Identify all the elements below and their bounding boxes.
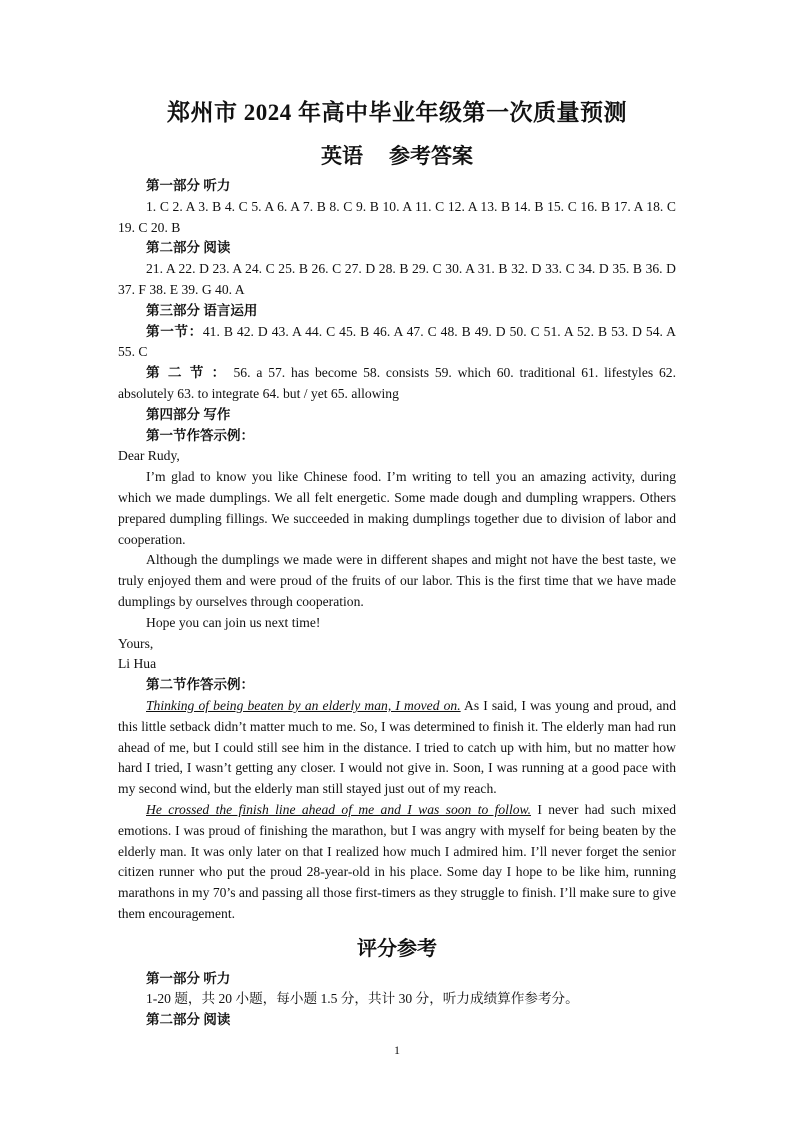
part2-title: 第二部分 阅读 bbox=[146, 240, 231, 256]
page-number: 1 bbox=[394, 1043, 400, 1057]
letter-closing: Yours, bbox=[118, 635, 154, 651]
subject-label: 英语 bbox=[321, 144, 363, 168]
part3-section1 bbox=[118, 322, 676, 364]
part1-title: 第一部分 听力 bbox=[146, 178, 231, 193]
answer-label: 参考答案 bbox=[389, 144, 473, 168]
document-subtitle bbox=[118, 142, 676, 170]
part3-section2 bbox=[118, 363, 676, 405]
part4-title: 第四部分 写作 bbox=[146, 406, 231, 422]
scoring-part1-text: 1-20 题，共 20 小题，每小题 1.5 分，共计 30 分，听力成绩算作参考分。 bbox=[146, 991, 579, 1007]
part3-section2-answers: 56. a 57. has become 58. consists 59. which 60. traditional 61. lifestyles 62. absolutely 63. to integrate 64. but / yet 65. allowing bbox=[118, 365, 676, 401]
part4-section2-title: 第二节作答示例： bbox=[146, 677, 254, 693]
document-title: 郑州市 2024 年高中毕业年级第一次质量预测 bbox=[167, 100, 627, 125]
part1-answers: 1. C 2. A 3. B 4. C 5. A 6. A 7. B 8. C 9. B 10. A 11. C 12. A 13. B 14. B 15. C 16. B 17. A 18. C 19. C 20. B bbox=[118, 198, 676, 235]
letter-signature: Li Hua bbox=[118, 656, 157, 672]
story-paragraph-1 bbox=[118, 696, 676, 800]
letter-paragraph-3: Hope you can join us next time! bbox=[146, 614, 321, 630]
scoring-title: 评分参考 bbox=[357, 937, 437, 960]
part3-section1-label: 第一节： bbox=[146, 323, 203, 339]
scoring-part2-title: 第二部分 阅读 bbox=[146, 1012, 231, 1028]
story-paragraph-2-body: I never had such mixed emotions. I was proud of finishing the marathon, but I was angry with myself for being beaten by the elderly man. It was only later on that I realized how much I admired him. I’ll never forget the senior citizen runner who put the proud 28-year-old in his place. Some day I hope to be like him, running marathons in my 70’s and passing all those first-timers as they struggle to finish. I’ll make sure to give them encouragement. bbox=[118, 801, 676, 921]
letter-greeting: Dear Rudy, bbox=[118, 448, 180, 464]
part3-title: 第三部分 语言运用 bbox=[146, 302, 258, 318]
part3-section1-answers: 41. B 42. D 43. A 44. C 45. B 46. A 47. C 48. B 49. D 50. C 51. A 52. B 53. D 54. A 55. C bbox=[118, 323, 677, 360]
part2-answers: 21. A 22. D 23. A 24. C 25. B 26. C 27. D 28. B 29. C 30. A 31. B 32. D 33. C 34. D 35. B 36. D 37. F 38. E 39. G 40. A bbox=[118, 261, 676, 297]
letter-paragraph-2: Although the dumplings we made were in different shapes and might not have the best taste, we truly enjoyed them and were proud of the fruits of our labor. This is the first time that we have made dumplings by ourselves through cooperation. bbox=[118, 552, 676, 609]
story-paragraph-1-lead: Thinking of being beaten by an elderly man, I moved on. bbox=[146, 697, 461, 713]
story-paragraph-2 bbox=[118, 800, 676, 925]
story-paragraph-1-body: As I said, I was young and proud, and this little setback didn’t matter much to me. So, I was determined to finish it. The elderly man had run ahead of me, but I could still see him in the distance. I tried to catch up with him, but no matter how hard I tried, I wasn’t getting any closer. I would not give in. Soon, I was running at a good pace with my second wind, but the elderly man still stayed just out of my reach. bbox=[118, 697, 676, 797]
part3-section2-label: 第 二 节 ： bbox=[146, 365, 228, 381]
part4-section1-title: 第一节作答示例： bbox=[146, 427, 254, 443]
story-paragraph-2-lead: He crossed the finish line ahead of me and I was soon to follow. bbox=[146, 801, 531, 817]
scoring-part1-title: 第一部分 听力 bbox=[146, 970, 231, 986]
letter-paragraph-1: I’m glad to know you like Chinese food. I’m writing to tell you an amazing activity, during which we made dumplings. We all felt energetic. Some made dough and dumpling wrappers. Others prepared dumpling fillings. We succeeded in making dumplings together due to division of labor and cooperation. bbox=[118, 469, 676, 547]
